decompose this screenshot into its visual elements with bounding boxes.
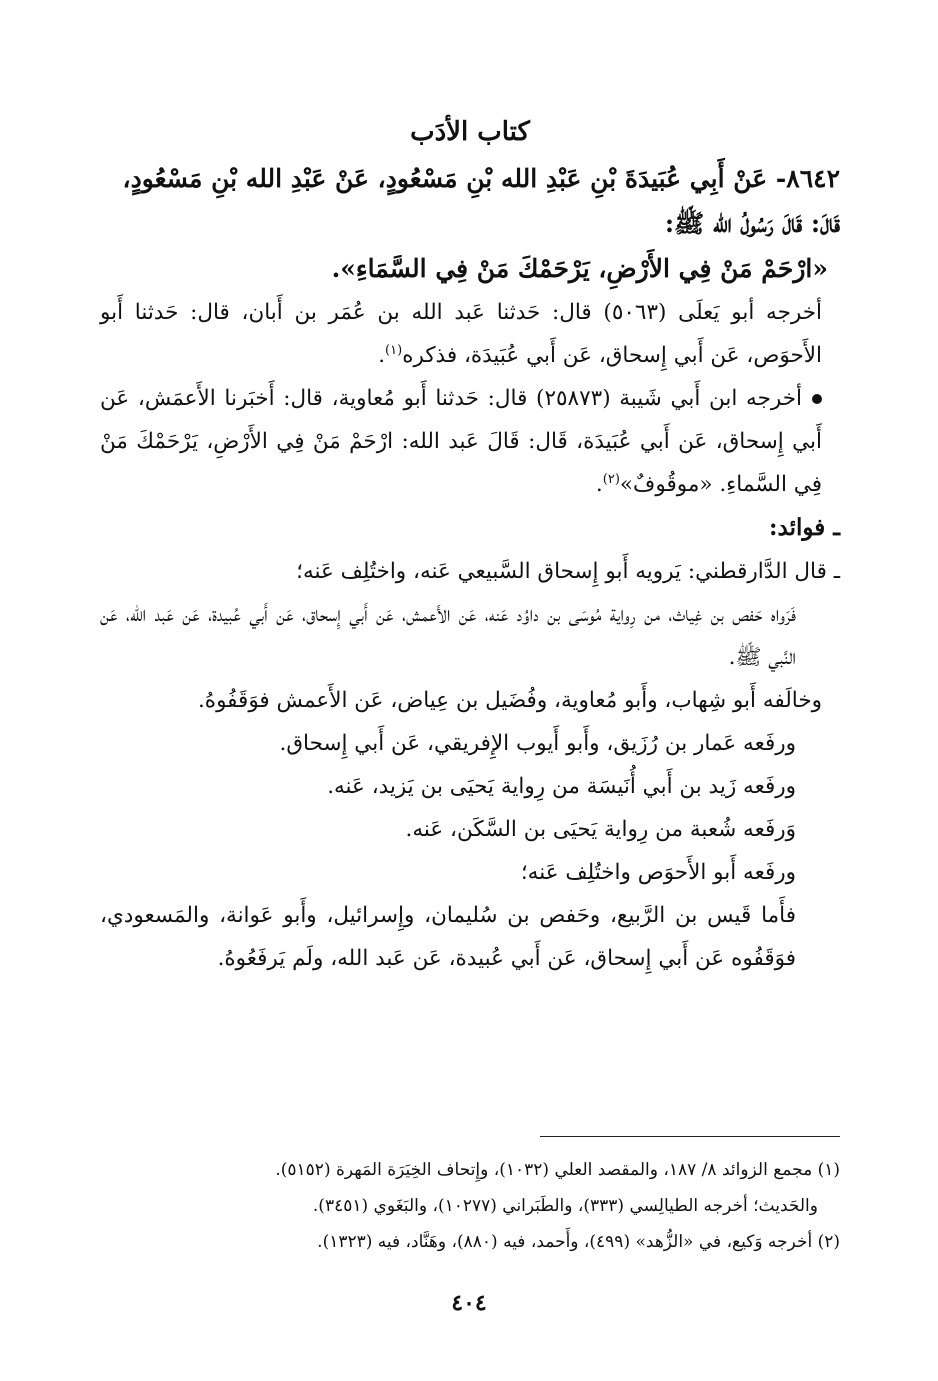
benefits-line: فَرَواه حَفص بن غِياث، من رِواية مُوسَى بن داوُد عَنه، عَن الأَعمش، عَن أَبي إِسحاق، عَن أَبي عُبيدة، عَن عَبد الله، عَن النَّبي ﷺ. [100, 602, 796, 670]
footnote-1: (١) مجمع الزوائد ٨/ ١٨٧، والمقصد العلي (١٠٣٢)، وإِتحاف الخِيَرَة المَهرة (٥١٥٢). [275, 1160, 840, 1180]
footnote-ref-2[interactable]: (٢) [602, 471, 620, 487]
benefits-line: وخالَفه أَبو شِهاب، وأَبو مُعاوية، وفُضَيل بن عِياض، عَن الأَعمش فوَقَفُوهُ. [197, 688, 822, 713]
page-body [100, 110, 840, 980]
bullet-icon [812, 394, 822, 404]
hadith-isnad [100, 156, 840, 201]
takhrij-paragraph-1 [100, 291, 840, 377]
takhrij-end-2: . [595, 472, 603, 497]
hadith-isnad-line2: قَالَ: قَالَ رَسُولُ الله ﷺ: [664, 209, 840, 238]
hadith-matn: «ارْحَمْ مَنْ فِي الأَرْضِ، يَرْحَمْكَ مَنْ فِي السَّمَاءِ». [331, 254, 828, 283]
benefits-line: ـ قال الدَّارقطني: يَرويه أَبو إِسحاق السَّبيعي عَنه، واختُلِف عَنه؛ [296, 559, 840, 584]
takhrij-text-2: أخرجه ابن أَبي شَيبة (٢٥٨٧٣) قال: حَدثنا أَبو مُعاوية، قال: أَخبَرنا الأَعمَش، عَن أَبي إِسحاق، عَن أَبي عُبَيدَة، قَال: قَالَ عَبد الله: ارْحَمْ مَنْ فِي الأَرْضِ، يَرْحَمْكَ مَنْ فِي السَّماءِ. «موقُوفٌ» [100, 386, 822, 497]
hadith-number: ٨٦٤٢ [786, 164, 840, 193]
benefits-line: ورفَعه زَيد بن أَبي أُنَيسَة من رِواية يَحيَى بن يَزيد، عَنه. [327, 774, 796, 799]
chapter-title: كتاب الأدَب [410, 117, 530, 147]
benefits-heading: ـ فوائد: [769, 514, 840, 541]
takhrij-paragraph-2 [100, 377, 840, 506]
benefits-line: ورفَعه أَبو الأَحوَص واختُلِف عَنه؛ [520, 860, 796, 885]
page-number: ٤٠٤ [451, 1290, 487, 1316]
takhrij-text-1: أخرجه أبو يَعلَى (٥٠٦٣) قال: حَدثنا عَبد الله بن عُمَر بن أَبان، قال: حَدثنا أَبو الأَحوَص، عَن أَبي إِسحاق، عَن أَبي عُبَيدَة، فذكره [100, 300, 822, 368]
footnote-divider [540, 1136, 840, 1137]
footnote-ref-1[interactable]: (١) [385, 342, 403, 358]
benefits-line: فأَما قَيس بن الرَّبيع، وحَفص بن سُليمان، وإِسرائيل، وأَبو عَوانة، والمَسعودي، فوَقَفُوه عَن أَبي إِسحاق، عَن أَبي عُبيدة، عَن عَبد الله، ولَم يَرفَعُوهُ. [100, 903, 796, 971]
hadith-isnad-line1: - عَنْ أَبِي عُبَيدَةَ بْنِ عَبْدِ الله بْنِ مَسْعُودٍ، عَنْ عَبْدِ الله بْنِ مَسْعُودٍ، [122, 164, 787, 193]
footnotes [100, 1152, 840, 1260]
benefits-line: ورفَعه عَمار بن رُزَيق، وأَبو أَيوب الإِفريقي، عَن أَبي إِسحاق. [279, 731, 796, 756]
takhrij-end-1: . [378, 343, 386, 368]
footnote-2: (٢) أخرجه وَكيع، في «الزُّهد» (٤٩٩)، وأَحمد، فيه (٨٨٠)، وهَنَّاد، فيه (١٣٢٣). [317, 1232, 840, 1252]
footnote-1-continuation: والحَديث؛ أخرجه الطيالِسي (٣٣٣)، والطَبَراني (١٠٢٧٧)، والبَغَوي (٣٤٥١). [312, 1196, 818, 1216]
benefits-line: وَرفَعه شُعبة من رِواية يَحيَى بن السَّكَن، عَنه. [405, 817, 796, 842]
